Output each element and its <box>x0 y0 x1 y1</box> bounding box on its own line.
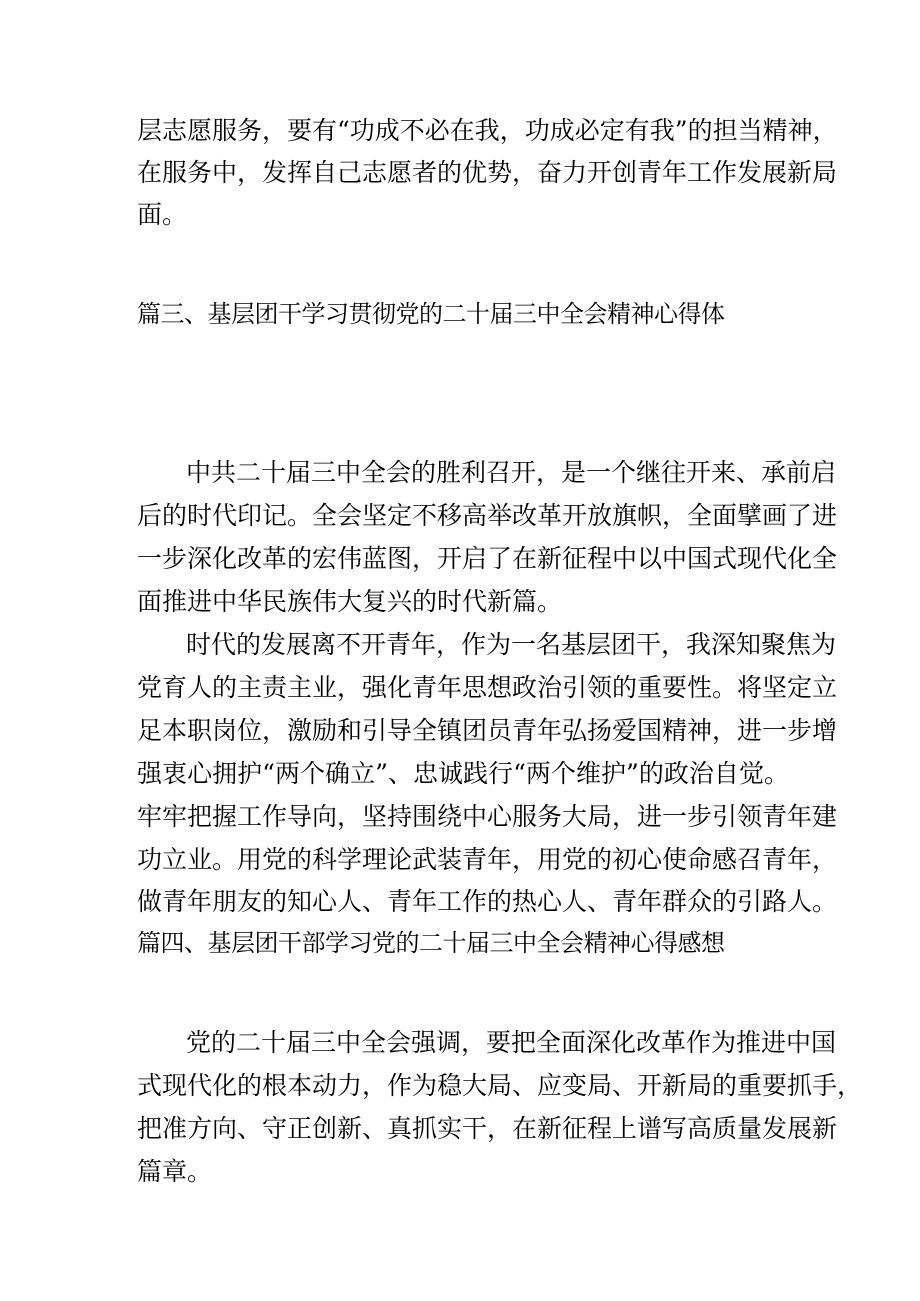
body-line: 后的时代印记。全会坚定不移高举改革开放旗帜，全面擘画了进 <box>137 501 838 530</box>
body-line: 功立业。用党的科学理论武装青年，用党的初心使命感召青年， <box>137 845 838 874</box>
body-line: 一步深化改革的宏伟蓝图，开启了在新征程中以中国式现代化全 <box>137 544 838 573</box>
body-line: 做青年朋友的知心人、青年工作的热心人、青年群众的引路人。 <box>137 887 838 916</box>
body-line: 足本职岗位，激励和引导全镇团员青年弘扬爱国精神，进一步增 <box>137 716 838 745</box>
body-line: 把准方向、守正创新、真抓实干，在新征程上谱写高质量发展新 <box>137 1114 838 1143</box>
body-line: 牢牢把握工作导向，坚持围绕中心服务大局，进一步引领青年建 <box>137 802 838 831</box>
body-line: 面。 <box>137 200 188 229</box>
section-heading-3: 篇三、基层团干学习贯彻党的二十届三中全会精神心得体 <box>137 300 725 328</box>
body-line: 中共二十届三中全会的胜利召开，是一个继往开来、承前启 <box>186 458 837 487</box>
body-line: 层志愿服务，要有“功成不必在我，功成必定有我”的担当精神， <box>137 116 838 145</box>
body-line: 篇章。 <box>137 1157 213 1186</box>
body-line: 强衷心拥护“两个确立”、忠诚践行“两个维护”的政治自觉。 <box>137 759 789 788</box>
body-line: 面推进中华民族伟大复兴的时代新篇。 <box>137 587 563 616</box>
body-line: 党的二十届三中全会强调，要把全面深化改革作为推进中国 <box>186 1028 837 1057</box>
body-line: 式现代化的根本动力，作为稳大局、应变局、开新局的重要抓手， <box>137 1071 863 1100</box>
body-line: 时代的发展离不开青年，作为一名基层团干，我深知聚焦为 <box>186 630 837 659</box>
body-line: 在服务中，发挥自己志愿者的优势，奋力开创青年工作发展新局 <box>137 158 838 187</box>
body-line: 党育人的主责主业，强化青年思想政治引领的重要性。将坚定立 <box>137 673 838 702</box>
section-heading-4: 篇四、基层团干部学习党的二十届三中全会精神心得感想 <box>137 929 725 957</box>
